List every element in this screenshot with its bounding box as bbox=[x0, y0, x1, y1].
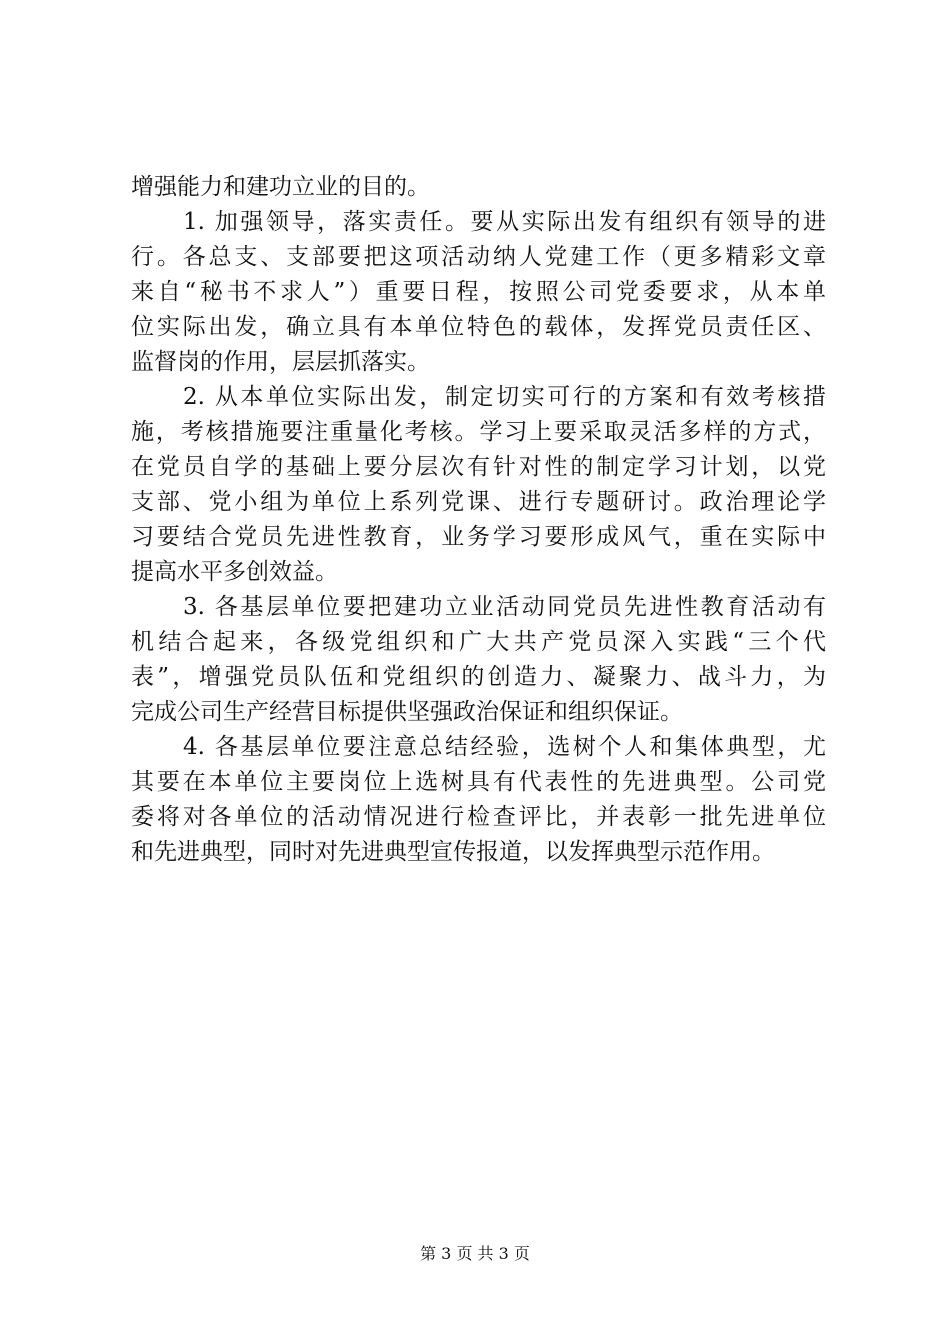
paragraph-line: 施，考核措施要注重量化考核。学习上要采取灵活多样的方式， bbox=[131, 419, 826, 445]
paragraph-line: 习要结合党员先进性教育，业务学习要形成风气，重在实际中 bbox=[131, 524, 826, 550]
paragraph-line: 支部、党小组为单位上系列党课、进行专题研讨。政治理论学 bbox=[131, 489, 826, 515]
paragraph-line: 2. 从本单位实际出发，制定切实可行的方案和有效考核措 bbox=[183, 384, 826, 410]
paragraph-line: 在党员自学的基础上要分层次有针对性的制定学习计划，以党 bbox=[131, 454, 826, 480]
paragraph-line: 3. 各基层单位要把建功立业活动同党员先进性教育活动有 bbox=[183, 594, 826, 620]
paragraph-line: 位实际出发，确立具有本单位特色的载体，发挥党员责任区、 bbox=[131, 314, 826, 340]
paragraph-line: 1. 加强领导，落实责任。要从实际出发有组织有领导的进 bbox=[183, 209, 826, 235]
paragraph-line: 监督岗的作用，层层抓落实。 bbox=[131, 349, 430, 375]
paragraph-line: 机结合起来，各级党组织和广大共产党员深入实践“三个代 bbox=[131, 629, 826, 655]
paragraph-line: 增强能力和建功立业的目的。 bbox=[131, 174, 430, 200]
page-number-footer: 第 3 页 共 3 页 bbox=[420, 1244, 530, 1263]
paragraph-line: 其要在本单位主要岗位上选树具有代表性的先进典型。公司党 bbox=[131, 769, 826, 795]
paragraph-line: 提高水平多创效益。 bbox=[131, 559, 338, 585]
paragraph-line: 行。各总支、支部要把这项活动纳人党建工作（更多精彩文章 bbox=[131, 244, 826, 270]
paragraph-line: 表”，增强党员队伍和党组织的创造力、凝聚力、战斗力，为 bbox=[131, 664, 826, 690]
paragraph-line: 完成公司生产经营目标提供坚强政治保证和组织保证。 bbox=[131, 699, 683, 725]
paragraph-line: 和先进典型，同时对先进典型宣传报道，以发挥典型示范作用。 bbox=[131, 839, 775, 865]
paragraph-line: 4. 各基层单位要注意总结经验，选树个人和集体典型，尤 bbox=[183, 734, 826, 760]
paragraph-line: 来自“秘书不求人”）重要日程，按照公司党委要求，从本单 bbox=[131, 279, 826, 305]
paragraph-line: 委将对各单位的活动情况进行检查评比，并表彰一批先进单位 bbox=[131, 804, 826, 830]
document-body bbox=[131, 170, 826, 870]
